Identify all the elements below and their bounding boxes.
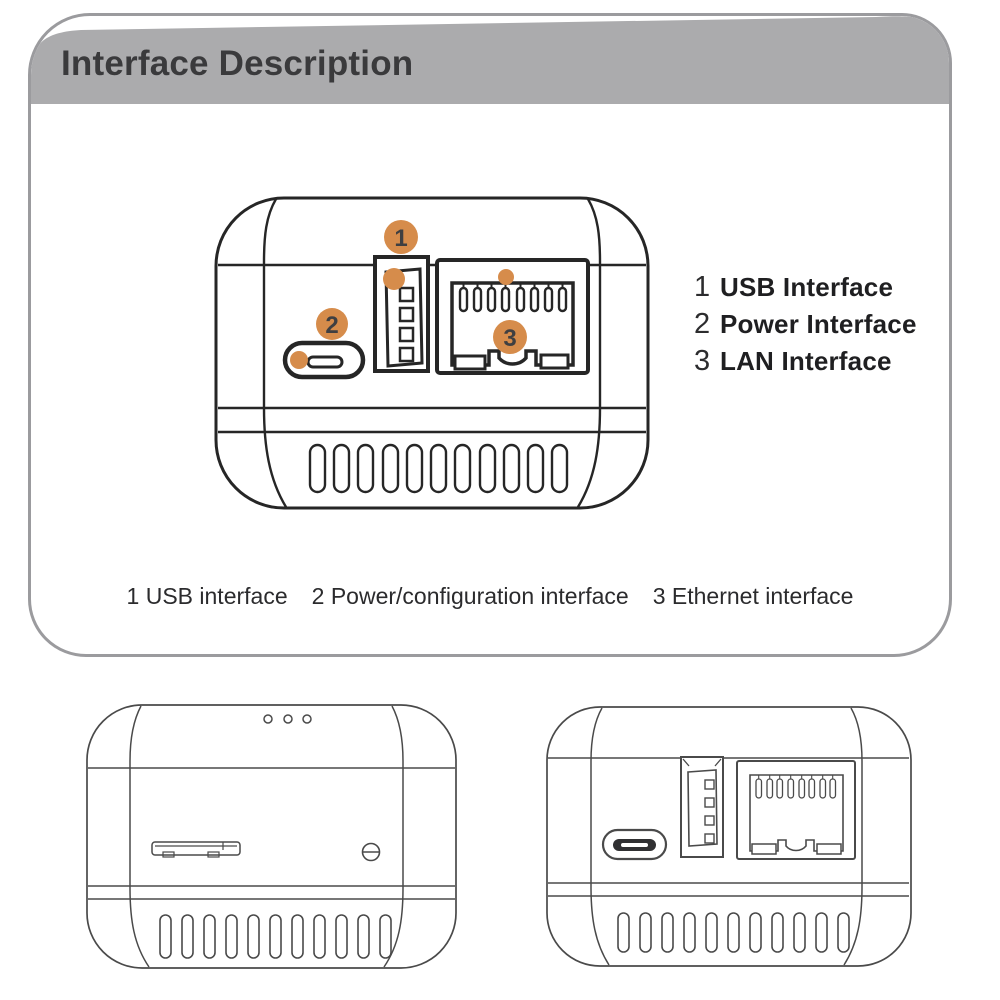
device-front-view bbox=[85, 703, 458, 970]
svg-text:2: 2 bbox=[325, 312, 339, 339]
svg-text:3: 3 bbox=[503, 325, 517, 352]
legend-row-lan bbox=[694, 345, 917, 382]
vent-slots bbox=[618, 913, 849, 952]
interface-legend bbox=[694, 271, 917, 382]
usb-a-port-icon bbox=[681, 757, 723, 857]
legend-number: 1 bbox=[694, 271, 711, 303]
device-body-outline bbox=[547, 707, 911, 966]
lan-port-icon bbox=[737, 761, 855, 859]
device-body-outline bbox=[87, 705, 456, 968]
lan-marker-dot bbox=[498, 269, 514, 285]
callout-badge-2 bbox=[316, 308, 348, 340]
reset-button-icon bbox=[363, 844, 380, 861]
vent-slots bbox=[310, 445, 567, 492]
legend-label: USB Interface bbox=[720, 272, 894, 302]
usb-a-marker-dot bbox=[383, 268, 405, 290]
callout-badge-3 bbox=[493, 320, 527, 354]
caption-power: 2 Power/configuration interface bbox=[311, 583, 629, 609]
diagram-caption bbox=[31, 582, 949, 610]
device-rear-view bbox=[545, 705, 913, 968]
card-slot-icon bbox=[152, 842, 240, 857]
usb-c-marker-dot bbox=[290, 351, 308, 369]
caption-usb: 1 USB interface bbox=[126, 583, 288, 609]
legend-row-usb bbox=[694, 271, 917, 308]
usb-c-port-icon bbox=[603, 830, 666, 859]
legend-row-power bbox=[694, 308, 917, 345]
callout-badge-1 bbox=[384, 220, 418, 254]
legend-label: LAN Interface bbox=[720, 346, 892, 376]
page-title: Interface Description bbox=[61, 44, 414, 83]
legend-number: 3 bbox=[694, 345, 711, 377]
legend-label: Power Interface bbox=[720, 309, 917, 339]
led-indicator-dots bbox=[264, 715, 311, 723]
legend-number: 2 bbox=[694, 308, 711, 340]
device-rear-diagram bbox=[214, 196, 650, 510]
caption-ethernet: 3 Ethernet interface bbox=[652, 583, 854, 609]
svg-text:1: 1 bbox=[394, 225, 408, 252]
vent-slots bbox=[160, 915, 391, 958]
